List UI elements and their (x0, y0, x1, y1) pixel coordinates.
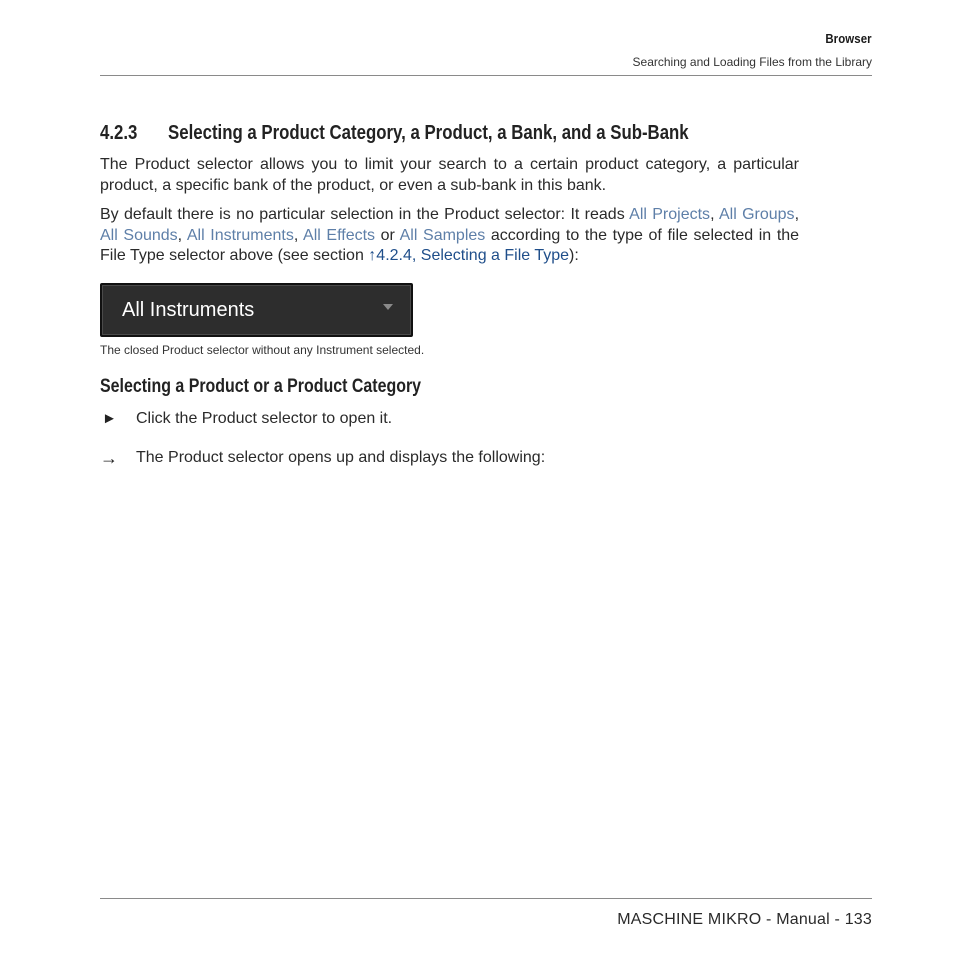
section-title: Selecting a Product Category, a Product, a Bank, and a Sub-Bank (168, 122, 689, 144)
product-selector[interactable] (100, 283, 413, 337)
link-all-groups[interactable]: All Groups (718, 206, 795, 223)
figure-caption: The closed Product selector without any Instrument selected. (100, 343, 425, 357)
header-section: Searching and Loading Files from the Library (632, 55, 872, 69)
separator: or (375, 226, 400, 244)
cross-reference-link[interactable]: ↑4.2.4, Selecting a File Type (368, 247, 570, 264)
link-all-projects[interactable]: All Projects (629, 206, 711, 223)
result-arrow-icon: → (100, 448, 118, 468)
header-divider (100, 75, 872, 76)
paragraph-text: By default there is no particular selection in the Product selector: It reads (100, 206, 630, 223)
step-action: Click the Product selector to open it. (136, 410, 393, 427)
header-chapter: Browser (825, 31, 872, 46)
separator: , (794, 206, 800, 223)
paragraph-default-selection (100, 205, 799, 267)
link-all-instruments[interactable]: All Instruments (186, 226, 294, 244)
separator: , (177, 226, 187, 244)
section-number: 4.2.3 (100, 122, 138, 144)
separator: , (293, 226, 304, 244)
paragraph-text: according to the type of file selected in the File Type selector above (see section (100, 226, 800, 264)
footer-page-info: MASCHINE MIKRO - Manual - 133 (617, 911, 872, 928)
step-result: The Product selector opens up and displays the following: (136, 449, 546, 466)
footer-divider (100, 898, 872, 899)
paragraph-intro: The Product selector allows you to limit your search to a certain product category, a particular product, a specific bank of the product, or even a sub-bank in this bank. (100, 156, 799, 194)
section-heading (100, 122, 689, 145)
action-marker-icon: ► (102, 410, 117, 427)
subsection-heading: Selecting a Product or a Product Category (100, 376, 422, 397)
link-all-effects[interactable]: All Effects (303, 226, 376, 244)
paragraph-text: ): (569, 247, 579, 264)
link-all-samples[interactable]: All Samples (399, 226, 486, 244)
product-selector-value: All Instruments (122, 299, 255, 321)
link-all-sounds[interactable]: All Sounds (100, 226, 178, 244)
separator: , (710, 206, 719, 223)
dropdown-arrow-icon (383, 304, 393, 310)
